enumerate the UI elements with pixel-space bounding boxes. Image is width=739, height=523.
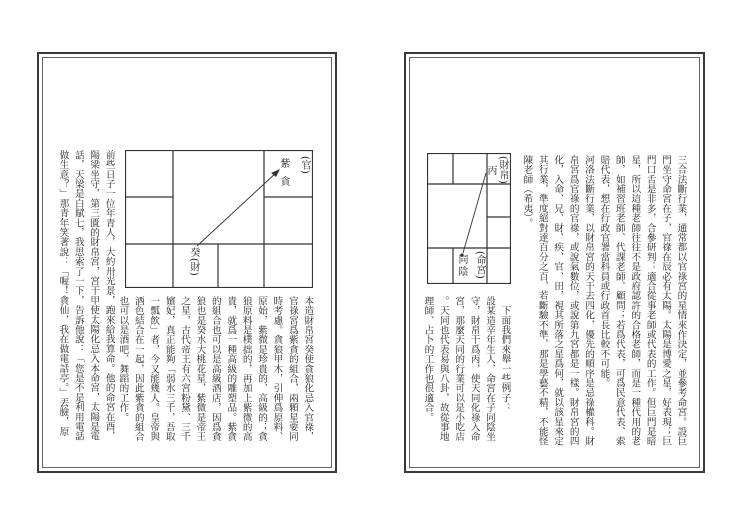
wealth-palace-stem: 丙 xyxy=(485,165,496,175)
life-palace-stars: 同陰 xyxy=(456,254,467,278)
text-column: 。天同也代表易與八卦，故從事地 xyxy=(437,296,449,442)
transform-arrow xyxy=(460,173,486,257)
text-column: 狼也是癸水大桃花星，紫微是帝王 xyxy=(194,296,206,442)
text-column: 設某造辛年生人，命宮在子同陰坐 xyxy=(484,296,496,442)
text-column: 酒色結合在一起，因此紫貪的組合 xyxy=(132,296,144,442)
text-column: 做生意？」那青年笑著說：「喔！貪仙，我在做電話亭。」丟臉，原 xyxy=(57,150,69,437)
text-column: 理師、占卜的工作也很適合。 xyxy=(422,296,434,423)
wealth-palace-stem: 癸 xyxy=(188,247,199,257)
officer-palace-label: (官) xyxy=(299,156,310,174)
wealth-palace-label: (財帛) xyxy=(497,156,508,184)
officer-palace-stars: 紫貪 xyxy=(278,158,289,194)
text-column: 師，如補習班老師、代課老師、顧問；若爲代表，可爲民意代表、索 xyxy=(613,155,625,446)
right-page-upper-text xyxy=(519,155,688,455)
text-column: 門坐守命宮在子，官祿在辰必有太陽。太陽是博愛之星，好表現；巨 xyxy=(660,155,672,446)
text-column: 宮，那麼天同的行業可以是小吃店 xyxy=(453,296,465,442)
text-column: 嬪妃，真正能夠「弱水三千，吾取 xyxy=(163,296,175,442)
text-column: 化，入命、兄、財、疾、官、田，視其所落之星爲何，就以該星來定 xyxy=(552,155,564,446)
text-column: 河洛法斷行業，以財帛宮的天干去四化，優先的順序是忌祿權科。財 xyxy=(583,155,595,446)
left-page-lower-text xyxy=(115,296,315,456)
text-column: 狼原料是樸拙的，再加上紫微的高 xyxy=(240,296,252,442)
right-palace-chart xyxy=(427,153,511,284)
text-column: 前些日子一位年青人，大約卅光景，跑來給我算命。他的命宮在酉， xyxy=(103,150,115,441)
text-column: 也可以是酒吧、舞蹈的工作。 xyxy=(117,296,129,423)
text-column: 星，所以這種老師往往不是政府認許的合格老師，而是一種代用的老 xyxy=(629,155,641,446)
text-column: 本造財帛宮癸使貪狼化忌入官祿， xyxy=(302,296,314,442)
text-column: 陽梁坐守，第三匱的財帛宮，宮干甲使太陽化忌入本命宮，太陽是電 xyxy=(88,150,100,441)
text-column: 下面我們來舉一些例子： xyxy=(499,296,511,413)
transform-arrow xyxy=(197,169,280,246)
text-column: 的組合也可以是高級酒店，因爲貪 xyxy=(209,296,221,442)
text-column: 其行業，準度絕對達百分之百，若斷驗不準，那是學藝不精，不能怪 xyxy=(536,155,548,446)
text-column: 三合法斷行業，通常都以官祿宮的星情來作決定，並參考命宮。設巨 xyxy=(675,155,687,446)
left-page-upper-text xyxy=(55,150,117,465)
text-column: 時考慮。貪狼甲木，引伸爲原料、 xyxy=(271,296,283,442)
text-column: 一瓢飲」者，今又能幾人。皇帝與 xyxy=(148,296,160,442)
text-column: 話，天梁是白賦七，我思索了一下，告訴他說：「您是不是利用電話 xyxy=(72,150,84,441)
text-column: 官祿宮爲紫貪的組合，兩顆星要同 xyxy=(286,296,298,442)
left-palace-chart xyxy=(125,150,313,288)
text-column: 賠代表，想在行政官署當科員或行政首長比較不可能。 xyxy=(598,155,610,388)
text-column: 陳老師（希夷）。 xyxy=(521,155,533,228)
text-column: 守，財帛干爲丙，使天同化祿入命 xyxy=(468,296,480,442)
text-column: 之星，古代帝王有六宮粉黛、三千 xyxy=(179,296,191,442)
text-column: 帛宮爲官祿的官祿，或說氣數位，或說第九宮都是一樣。財帛宮的四 xyxy=(567,155,579,446)
text-column: 原始，紫微是珍貴的、高級的；貪 xyxy=(256,296,268,442)
life-palace-label: (命宮) xyxy=(474,251,485,279)
text-column: 貴，就爲一種高級的雕塑品。紫貪 xyxy=(225,296,237,442)
wealth-palace-label: (財) xyxy=(188,258,199,276)
right-page-lower-text xyxy=(420,296,512,456)
text-column: 門口舌是非多，合參研判：適合從事老師或代表的工作。但巨門是暗 xyxy=(644,155,656,446)
